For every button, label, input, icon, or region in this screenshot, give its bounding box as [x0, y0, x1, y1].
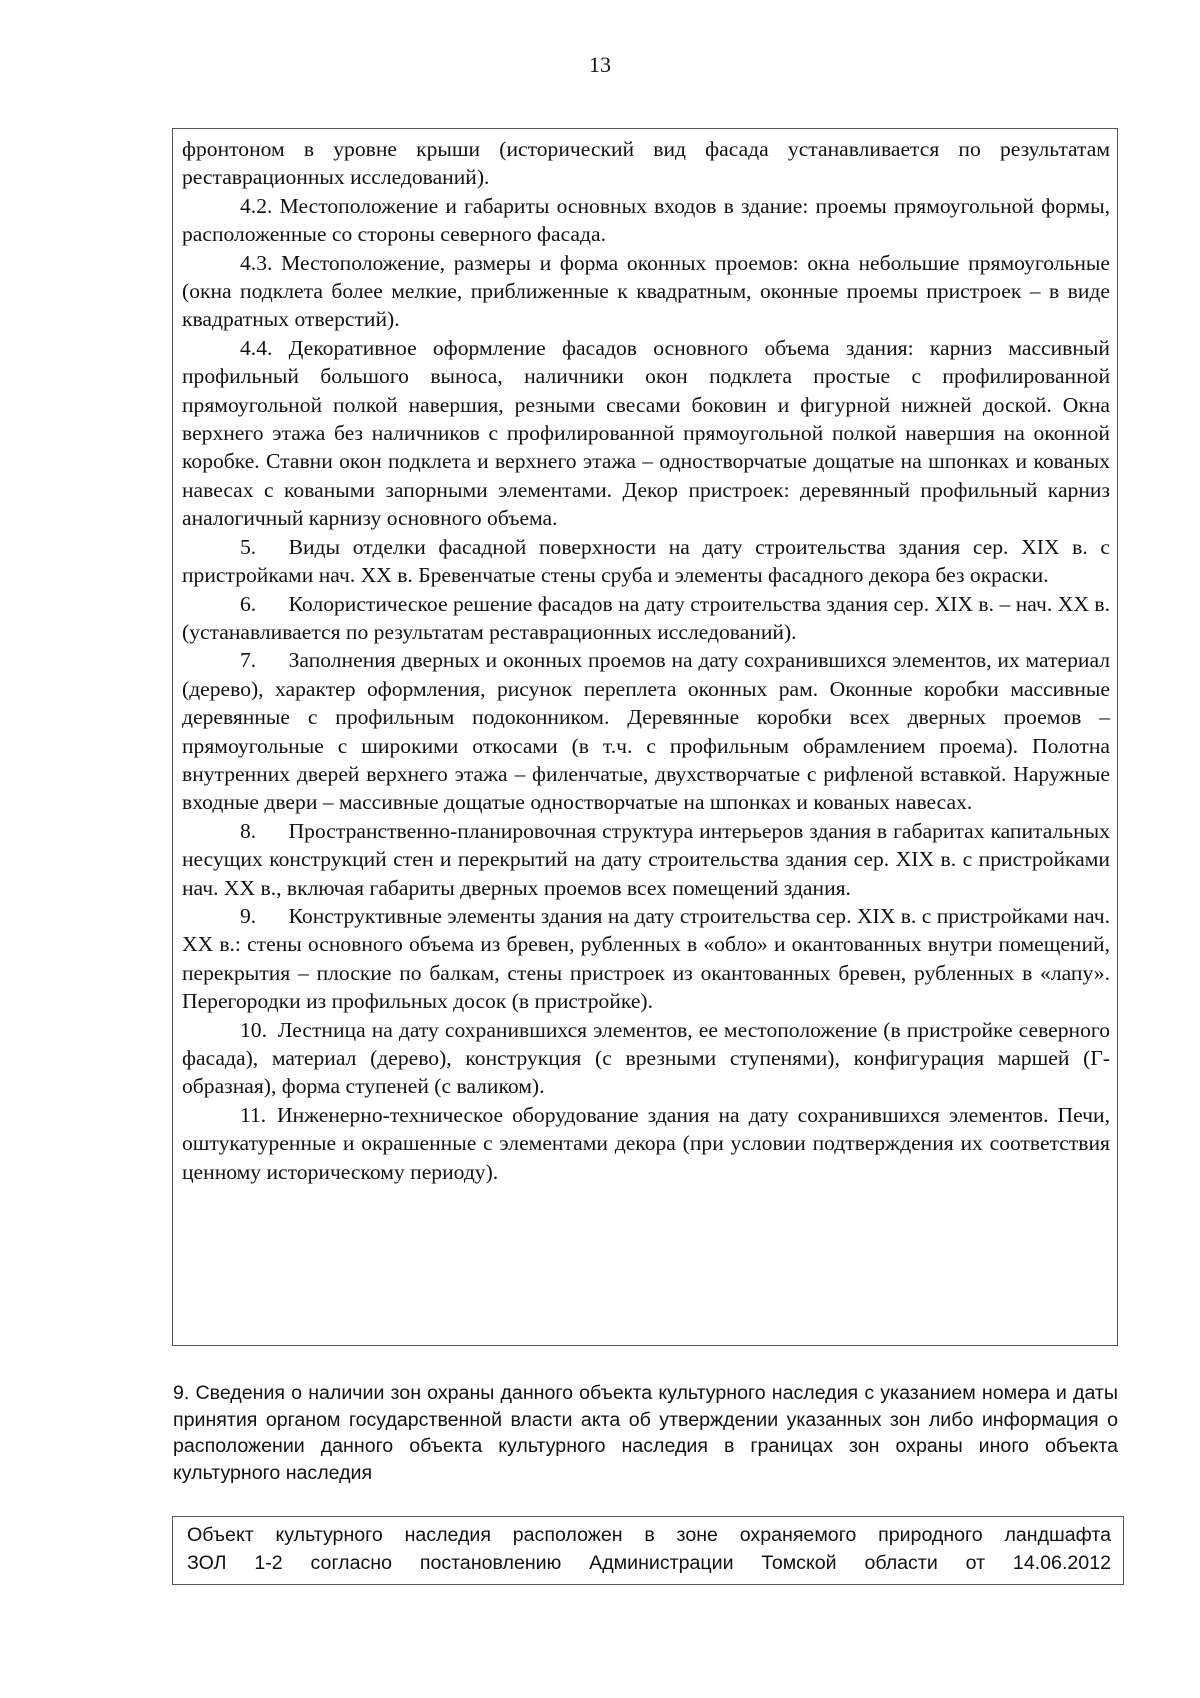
paragraph-10: 10. Лестница на дату сохранившихся элементов, ее местоположение (в пристройке северного фасада), материал (дерево), конструкция (с врезными ступенями), конфигурация маршей (Г-образная), форма ступеней (с валиком).	[182, 1017, 1110, 1099]
paragraph-8: 8. Пространственно-планировочная структура интерьеров здания в габаритах капитальных несущих конструкций стен и перекрытий на дату строительства здания сер. XIX в. с пристройками нач. XX в., включая габариты дверных проемов всех помещений здания.	[182, 818, 1110, 900]
protected-features-box	[172, 128, 1118, 1346]
protection-zone-line-1: Объект культурного наследия расположен в зоне охраняемого природного ландшафта	[187, 1524, 1111, 1546]
paragraph-5: 5. Виды отделки фасадной поверхности на дату строительства здания сер. XIX в. с пристройками нач. XX в. Бревенчатые стены сруба и элементы фасадного декора без окраски.	[182, 534, 1110, 588]
paragraph-9: 9. Конструктивные элементы здания на дату строительства сер. XIX в. с пристройками нач. XX в.: стены основного объема из бревен, рубленных в «обло» и окантованных внутри помещений, перекрытия – плоские по балкам, стены пристроек из окантованных бревен, рубленных в «лапу». Перегородки из профильных досок (в пристройке).	[182, 903, 1110, 1014]
paragraph-4-4: 4.4. Декоративное оформление фасадов основного объема здания: карниз массивный профильный большого выноса, наличники окон подклета простые с профилированной прямоугольной полкой навершия, резными свесами боковин и фигурной нижней доской. Окна верхнего этажа без наличников с профилированной прямоугольной полкой навершия на оконной коробке. Ставни окон подклета и верхнего этажа – одностворчатые дощатые на шпонках и кованых навесах с коваными запорными элементами. Декор пристроек: деревянный профильный карниз аналогичный карнизу основного объема.	[182, 335, 1110, 531]
paragraph-11: 11. Инженерно-техническое оборудование здания на дату сохранившихся элементов. Печи, оштукатуренные и окрашенные с элементами декора (при условии подтверждения их соответствия ценному историческому периоду).	[182, 1102, 1110, 1184]
paragraph-4-3: 4.3. Местоположение, размеры и форма оконных проемов: окна небольшие прямоугольные (окна подклета более мелкие, приближенные к квадратным, оконные проемы пристроек – в виде квадратных отверстий).	[182, 250, 1110, 332]
paragraph-7: 7. Заполнения дверных и оконных проемов на дату сохранившихся элементов, их материал (дерево), характер оформления, рисунок переплета оконных рам. Оконные коробки массивные деревянные с профильным подоконником. Деревянные коробки всех дверных проемов – прямоугольные с широкими откосами (в т.ч. с профильным обрамлением проема). Полотна внутренних дверей верхнего этажа – филенчатые, двухстворчатые с рифленой вставкой. Наружные входные двери – массивные дощатые одностворчатые на шпонках и кованых навесах.	[182, 648, 1110, 815]
paragraph-4-2: 4.2. Местоположение и габариты основных входов в здание: проемы прямоугольной формы, расположенные со стороны северного фасада.	[182, 193, 1110, 247]
protection-zone-box	[172, 1516, 1124, 1585]
protection-zone-line-2: ЗОЛ 1-2 согласно постановлению Администрации Томской области от 14.06.2012	[187, 1552, 1111, 1574]
paragraph-6: 6. Колористическое решение фасадов на дату строительства здания сер. XIX в. – нач. XX в. (устанавливается по результатам реставрационных исследований).	[182, 591, 1110, 644]
paragraph-continuation: фронтоном в уровне крыши (исторический вид фасада устанавливается по результатам реставрационных исследований).	[182, 137, 1110, 190]
page-number: 13	[589, 52, 611, 77]
section-9-heading: 9. Сведения о наличии зон охраны данного объекта культурного наследия с указанием номера и даты принятия органом государственной власти акта об утверждении указанных зон либо информация о расположении данного объекта культурного наследия в границах зон охраны иного объекта культурного наследия	[173, 1382, 1118, 1484]
